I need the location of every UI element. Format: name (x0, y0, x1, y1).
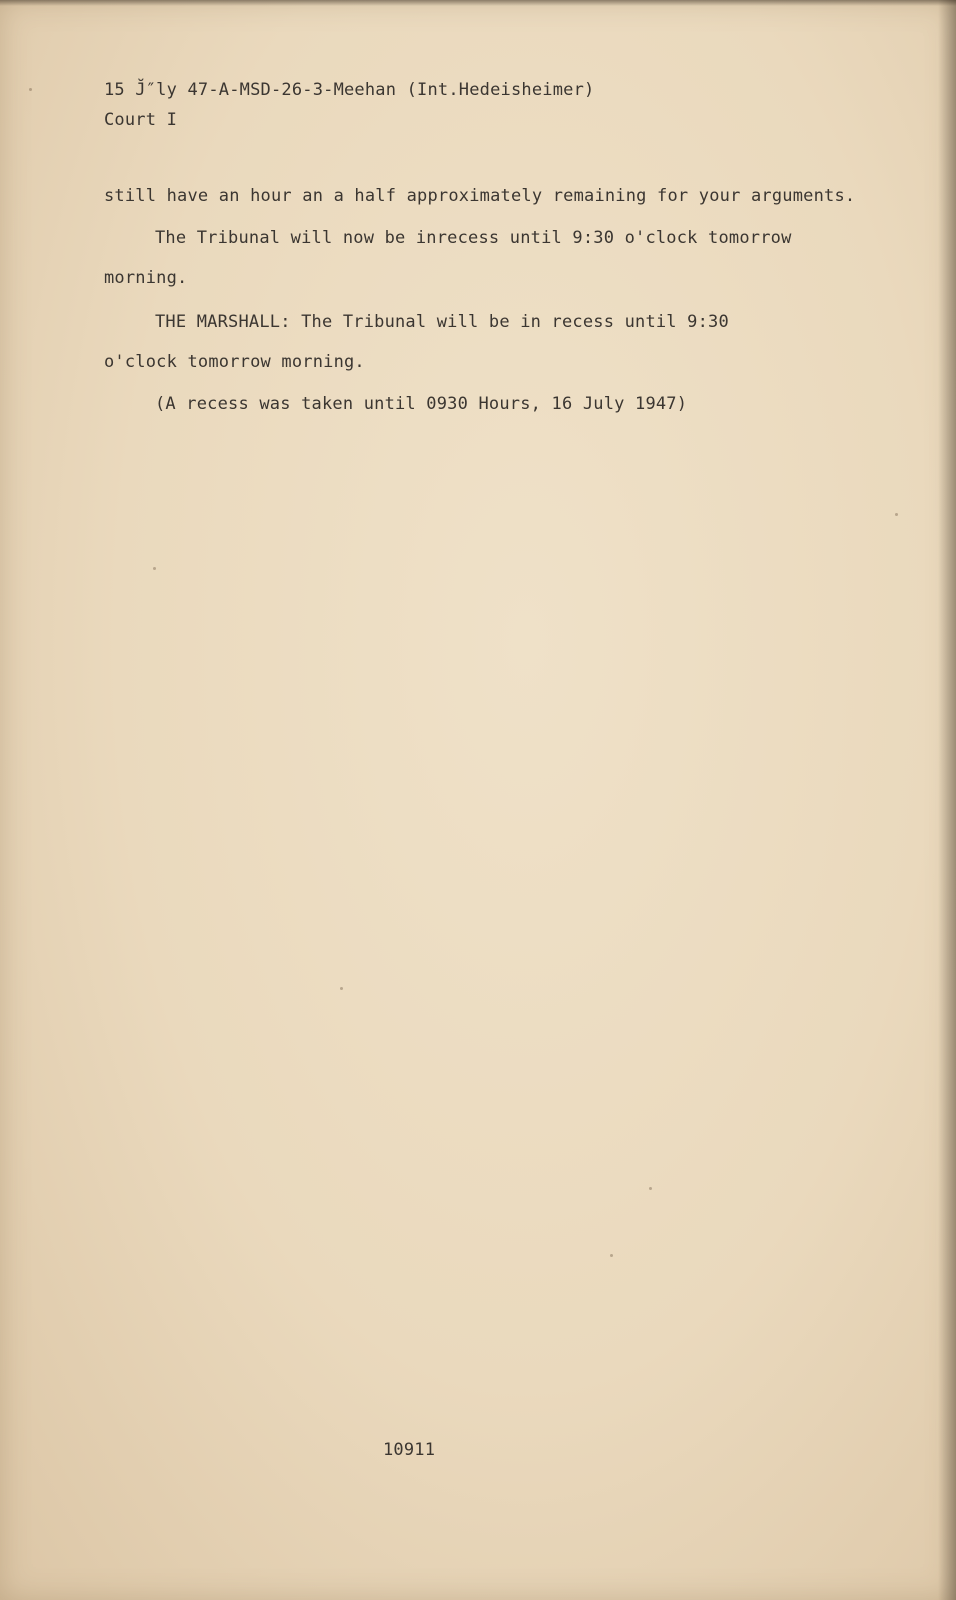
transcript-line: The Tribunal will now be inrecess until 9:30 o'clock tomorrow (155, 228, 792, 248)
recess-note: (A recess was taken until 0930 Hours, 16 July 1947) (155, 394, 688, 414)
page-top-edge (0, 0, 956, 6)
page-number: 10911 (383, 1440, 436, 1460)
paper-speck (29, 88, 32, 91)
transcript-line: o'clock tomorrow morning. (104, 352, 365, 372)
paper-speck (610, 1254, 613, 1257)
transcript-line: still have an hour an a half approximately remaining for your arguments. (104, 186, 856, 206)
page-right-edge (938, 0, 956, 1600)
paper-speck (340, 987, 343, 990)
transcript-line: THE MARSHALL: The Tribunal will be in recess until 9:30 (155, 312, 729, 332)
header-court: Court I (104, 110, 178, 130)
transcript-line: morning. (104, 268, 188, 288)
paper-speck (895, 513, 898, 516)
paper-speck (153, 567, 156, 570)
paper-speck (649, 1187, 652, 1190)
header-date-reference: 15 J̆″ly 47-A-MSD-26-3-Meehan (Int.Hedeisheimer) (104, 80, 595, 100)
